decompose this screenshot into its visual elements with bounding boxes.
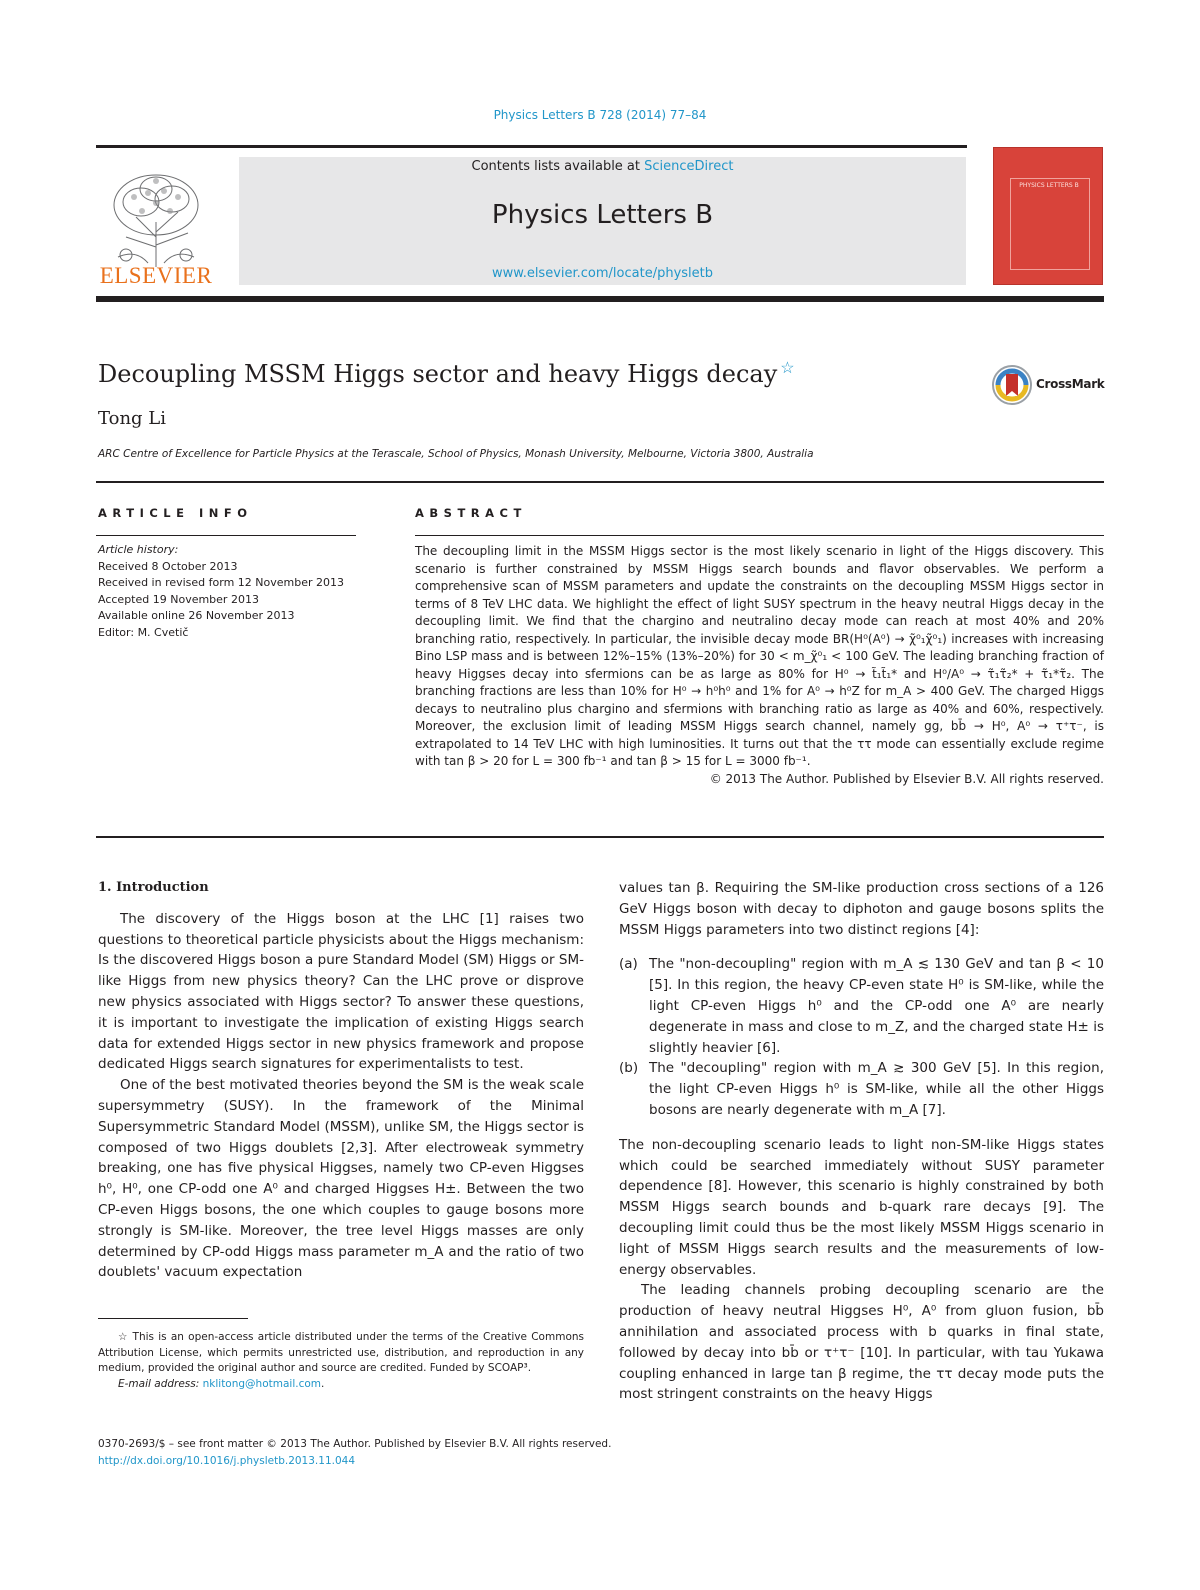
history-label: Article history: <box>98 543 179 556</box>
contents-line <box>239 159 966 174</box>
contents-prefix: Contents lists available at <box>471 159 645 174</box>
history-accepted: Accepted 19 November 2013 <box>98 592 259 606</box>
right-paragraph-1: values tan β. Requiring the SM-like production cross sections of a 126 GeV Higgs boson with decay to diphoton and gauge bosons splits the MSSM Higgs parameters into two distinct regions [4]: <box>619 880 1104 938</box>
list-item-a <box>619 954 1104 1058</box>
abstract-heading: ABSTRACT <box>415 506 527 520</box>
abstract-copyright: © 2013 The Author. Published by Elsevier B.V. All rights reserved. <box>709 771 1104 786</box>
intro-paragraph-2: One of the best motivated theories beyond the SM is the weak scale supersymmetry (SUSY). In the framework of the Minimal Supersymmetric Standard Model (MSSM), unlike SM, the Higgs sector is composed of two Higgs doublets [2,3]. After electroweak symmetry breaking, one has five physical Higgses, namely two CP-even Higgses h⁰, H⁰, one CP-odd one A⁰ and charged Higgses H±. Between the two CP-even Higgs bosons, the one which couples to gauge bosons more strongly is SM-like. Moreover, the tree level Higgs masses are only determined by CP-odd Higgs mass parameter m_A and the ratio of two doublets' vacuum expectation <box>98 1077 584 1281</box>
header-top-rule <box>96 145 967 148</box>
email-end: . <box>321 1377 325 1390</box>
abstract-body <box>415 543 1104 788</box>
right-paragraph-2: The non-decoupling scenario leads to light non-SM-like Higgs states which could be searched immediately without SUSY parameter dependence [8]. However, this scenario is highly constrained by both MSSM Higgs search bounds and b-quark rare decays [9]. The decoupling limit could thus be the most likely MSSM Higgs scenario in light of MSSM Higgs search results and the measurements of low-energy observables. <box>619 1136 1104 1278</box>
author-name: Tong Li <box>98 408 166 429</box>
email-link[interactable]: nklitong@hotmail.com <box>202 1377 322 1390</box>
history-received: Received 8 October 2013 <box>98 559 238 573</box>
title-footnote-star-icon[interactable]: ☆ <box>780 358 795 377</box>
article-info-rule <box>96 535 356 536</box>
journal-cover-frame <box>1010 178 1090 270</box>
elsevier-wordmark: ELSEVIER <box>99 263 213 288</box>
history-editor: Editor: M. Cvetič <box>98 625 189 639</box>
journal-url-link[interactable]: www.elsevier.com/locate/physletb <box>491 266 714 281</box>
title-rule <box>96 481 1104 483</box>
footnote-star-icon: ☆ <box>118 1331 129 1343</box>
history-online: Available online 26 November 2013 <box>98 609 295 622</box>
journal-cover-title: PHYSICS LETTERS B <box>1019 182 1079 189</box>
right-paragraph-3: The leading channels probing decoupling scenario are the production of heavy neutral Higgses H⁰, A⁰ from gluon fusion, bb̄ annihilation and associated process with b quarks in final state, followed by decay into bb̄ or τ⁺τ⁻ [10]. In particular, with tau Yukawa coupling enhanced in large tan β regime, the ττ decay mode puts the most stringent constraints on the heavy Higgs <box>619 1282 1104 1403</box>
email-label: E-mail address: <box>118 1377 200 1390</box>
header-bottom-rule <box>96 296 1104 302</box>
front-matter-line: 0370-2693/$ – see front matter © 2013 The Author. Published by Elsevier B.V. All rights reserved. <box>98 1438 612 1450</box>
journal-reference[interactable]: Physics Letters B 728 (2014) 77–84 <box>493 108 707 122</box>
left-column <box>98 878 584 1283</box>
abstract-rule <box>415 535 1104 536</box>
paper-title-text: Decoupling MSSM Higgs sector and heavy Higgs decay <box>98 360 778 388</box>
footnote-license <box>98 1330 584 1377</box>
author-affiliation: ARC Centre of Excellence for Particle Physics at the Terascale, School of Physics, Monash University, Melbourne, Victoria 3800, Australia <box>98 448 814 460</box>
article-history <box>98 542 368 641</box>
abstract-bottom-rule <box>96 836 1104 838</box>
abstract-text: The decoupling limit in the MSSM Higgs sector is the most likely scenario in light of the Higgs discovery. This scenario is further constrained by MSSM Higgs search bounds and flavor observables. We perform a comprehensive scan of MSSM parameters and update the constraints on the decoupling MSSM Higgs sector in terms of 8 TeV LHC data. We highlight the effect of light SUSY spectrum in the heavy neutral Higgs decay in the decoupling limit. We find that the chargino and neutralino decay mode can reach at most 40% and 20% branching ratio, respectively. In particular, the invisible decay mode BR(H⁰(A⁰) → χ̃⁰₁χ̃⁰₁) increases with increasing Bino LSP mass and is between 12%–15% (13%–20%) for 30 < m_χ̃⁰₁ < 100 GeV. The leading branching fraction of heavy Higgses decay into sfermions can be as large as 80% for H⁰ → t̃₁t̃₁* and H⁰/A⁰ → τ̃₁τ̃₂* + τ̃₁*τ̃₂. The branching fractions are less than 10% for H⁰ → h⁰h⁰ and 1% for A⁰ → h⁰Z for m_A > 400 GeV. The charged Higgs decays to neutralino plus chargino and sfermions with branching ratio as large as 40% and 60%, respectively. Moreover, the exclusion limit of leading MSSM Higgs search channel, namely gg, bb̄ → H⁰, A⁰ → τ⁺τ⁻, is extrapolated to 14 TeV LHC with high luminosities. It turns out that the ττ mode can essentially exclude regime with tan β > 20 for L = 300 fb⁻¹ and tan β > 15 for L = 3000 fb⁻¹. <box>415 544 1104 768</box>
list-label-b: (b) <box>619 1060 639 1077</box>
section-title-introduction: 1. Introduction <box>98 880 209 895</box>
journal-title: Physics Letters B <box>491 200 714 230</box>
paper-title <box>98 358 795 388</box>
footnote-rule <box>98 1318 248 1319</box>
intro-paragraph-1: The discovery of the Higgs boson at the LHC [1] raises two questions to theoretical particle physicists about the Higgs mechanism: Is the discovered Higgs boson a pure Standard Model (SM) Higgs or SM-like Higgs from new physics theory? Can the LHC prove or disprove new physics associated with Higgs sector? To answer these questions, it is important to investigate the implication of existing Higgs search data for extended Higgs sector in new physics framework and propose dedicated Higgs search signatures for experimentalists to test. <box>98 910 584 1073</box>
list-text-a: The "non-decoupling" region with m_A ≲ 130 GeV and tan β < 10 [5]. In this region, the heavy CP-even state H⁰ is SM-like, while the light CP-even Higgs h⁰ and the CP-odd one A⁰ are nearly degenerate in mass and close to m_Z, and the charged state H± is slightly heavier [6]. <box>649 956 1104 1056</box>
list-item-b <box>619 1058 1104 1120</box>
doi-link[interactable]: http://dx.doi.org/10.1016/j.physletb.2013.11.044 <box>98 1455 355 1467</box>
list-label-a: (a) <box>619 956 638 973</box>
footnote-email <box>98 1377 584 1393</box>
footnote-license-text: This is an open-access article distributed under the terms of the Creative Commons Attribution License, which permits unrestricted use, distribution, and reproduction in any medium, provided the original author and source are credited. Funded by SCOAP³. <box>98 1331 584 1374</box>
crossmark-label[interactable]: CrossMark <box>1036 377 1105 391</box>
right-column <box>619 878 1104 1405</box>
crossmark-icon[interactable] <box>992 365 1032 405</box>
article-info-heading: ARTICLE INFO <box>98 506 253 520</box>
sciencedirect-link[interactable]: ScienceDirect <box>644 159 734 174</box>
history-revised: Received in revised form 12 November 2013 <box>98 576 345 589</box>
list-text-b: The "decoupling" region with m_A ≳ 300 GeV [5]. In this region, the light CP-even Higgs h⁰ is SM-like, while all the other Higgs bosons are nearly degenerate with m_A [7]. <box>649 1060 1104 1118</box>
footnote-block <box>98 1330 584 1392</box>
